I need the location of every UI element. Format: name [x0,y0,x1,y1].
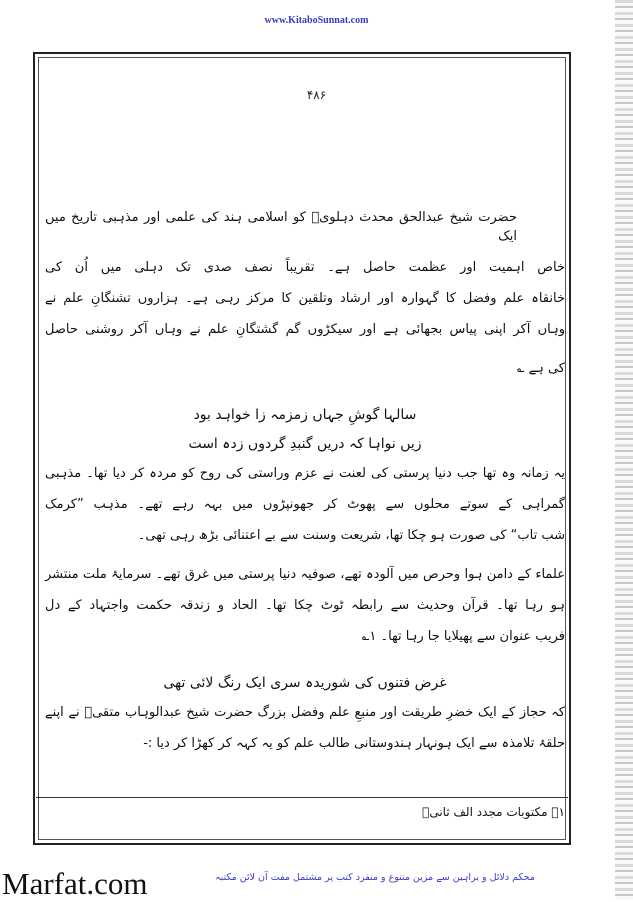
text-line: خانقاہ علم وفضل کا گہوارہ اور ارشاد وتلقین کا مرکز رہی ہے۔ ہزاروں تشنگانِ علم نے [45,291,565,306]
text-line: علماء کے دامن ہوا وحرص میں آلودہ تھے، صوفیہ دنیا پرستی میں غرق تھے۔ سرمایۂ ملت منتشر [45,567,565,582]
text-line: کہ حجاز کے ایک خضرِ طریقت اور منبعِ علم وفضل بزرگ حضرت شیخ عبدالوہاب متقیؒ نے اپنے [45,705,565,720]
text-line: حضرت شیخ عبدالحق محدث دہلویؒ کو اسلامی ہند کی علمی اور مذہبی تاریخ میں ایک [45,210,517,244]
text-line: حلقۂ تلامذہ سے ایک ہونہار ہندوستانی طالب علم کو یہ کہہ کر کھڑا کر دیا :- [143,736,565,751]
footnote: ۱؎ مکتوبات مجدد الف ثانیؒ [422,805,565,819]
site-tagline: محکم دلائل و براہین سے مزین متنوع و منفرد کتب پر مشتمل مفت آن لائن مکتبہ [215,872,535,883]
footnote-separator [36,797,568,798]
verse-line: غرض فتنوں کی شوریدہ سری ایک رنگ لائی تھی [163,675,447,691]
scan-edge [615,0,633,900]
body-text [45,208,565,765]
text-line: شب تاب“ کی صورت ہو چکا تھا، شریعت وسنت سے بے اعتنائی بڑھ رہی تھی۔ [137,528,565,543]
text-line: گمراہی کے سوتے محلوں سے پھوٹ کر جھونپڑوں میں بہہ رہے تھے۔ مذہب ”کرمک [45,497,565,512]
text-line: یہ زمانہ وہ تھا جب دنیا پرستی کی لعنت نے عزم وراستی کی روح کو مردہ کر دیا تھا۔ مذہبی [45,466,565,481]
text-line: ہو رہا تھا۔ قرآن وحدیث سے رابطہ ٹوٹ چکا تھا۔ الحاد و زندقہ حکمت واجتہاد کے دل [45,598,565,613]
page-number: ۴۸۶ [306,88,327,102]
text-line: کی ہے ؎ [516,361,565,376]
verse-line: سالہا گوشِ جہاں زمزمہ زا خواہد بود [193,407,417,423]
site-watermark: Marfat.com [2,866,148,901]
watermark-url: www.KitaboSunnat.com [264,15,369,26]
text-line: خاص اہمیت اور عظمت حاصل ہے۔ تقریباً نصف صدی تک دہلی میں اُن کی [45,260,565,275]
text-line: وہاں آکر اپنی پیاس بجھائی ہے اور سیکڑوں گم گشتگانِ علم نے وہاں آکر روشنی حاصل [45,322,565,337]
text-line: فریب عنوان سے پھیلایا جا رہا تھا۔ ۱؎ [361,629,565,644]
verse-line: زیں نواہا کہ دریں گنبدِ گردوں زدہ است [188,436,422,452]
